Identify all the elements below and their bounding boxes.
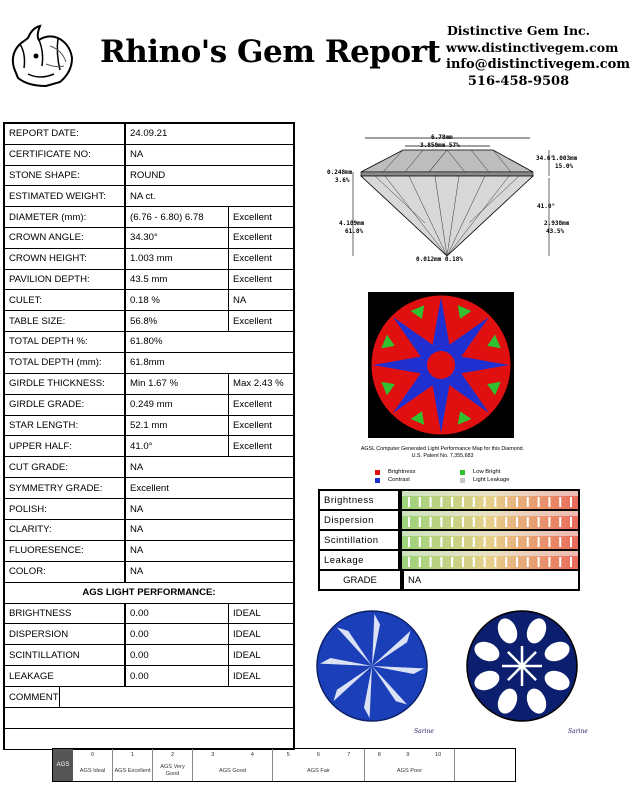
field-label: SYMMETRY GRADE: xyxy=(5,478,126,498)
ags-grade: IDEAL xyxy=(233,607,261,619)
comment-line-3[interactable] xyxy=(5,729,293,750)
ags-value: 0.00 xyxy=(126,624,229,644)
field-label: CROWN HEIGHT: xyxy=(5,249,126,269)
ags-grade: IDEAL xyxy=(233,628,261,640)
field-value: Min 1.67 % xyxy=(126,374,229,394)
field-label: CLARITY: xyxy=(5,520,126,540)
legend-swatch xyxy=(460,470,465,475)
scale-number: 2 xyxy=(170,752,175,758)
table-row xyxy=(5,520,293,541)
field-grade: Excellent xyxy=(233,211,272,223)
field-value: NA xyxy=(130,545,144,557)
comment-field[interactable] xyxy=(60,687,293,707)
table-row xyxy=(5,332,293,353)
field-label: CERTIFICATE NO: xyxy=(5,145,126,165)
field-value: NA xyxy=(130,524,144,536)
field-grade: Excellent xyxy=(233,315,272,327)
field-grade: Excellent xyxy=(233,232,272,244)
comment-row xyxy=(5,687,293,708)
field-label: UPPER HALF: xyxy=(5,436,126,456)
company-phone: 516-458-9508 xyxy=(467,74,570,89)
field-value: 56.8% xyxy=(126,311,229,331)
scale-number: 1 xyxy=(130,752,135,758)
ags-label: SCINTILLATION xyxy=(5,645,126,665)
culet-label: 0.012mm 0.18% xyxy=(416,256,463,263)
performance-row xyxy=(320,531,578,549)
scale-number: 6 xyxy=(316,752,321,758)
scale-number: 5 xyxy=(286,752,290,758)
table-row xyxy=(5,166,293,187)
field-label: PAVILION DEPTH: xyxy=(5,270,126,290)
performance-label: Dispersion xyxy=(320,511,398,529)
aset-patent-line: U.S. Patent No. 7,355,683 xyxy=(411,453,474,459)
scale-numbers xyxy=(153,749,192,761)
field-grade: Excellent xyxy=(233,399,272,411)
ags-label: LEAKAGE xyxy=(5,666,126,686)
company-email[interactable]: info@distinctivegem.com xyxy=(446,57,630,72)
rhino-logo-icon xyxy=(6,24,76,88)
field-value: 52.1 mm xyxy=(126,416,229,436)
table-row xyxy=(5,395,293,416)
legend-label: Low Bright xyxy=(473,469,501,475)
legend-swatch xyxy=(375,470,380,475)
field-label: CULET: xyxy=(5,290,126,310)
field-label: REPORT DATE: xyxy=(5,124,126,144)
sarine-mark-left: Sarine xyxy=(414,728,434,735)
scale-number: 8 xyxy=(377,752,381,758)
field-label: STONE SHAPE: xyxy=(5,166,126,186)
table-row xyxy=(5,249,293,270)
field-value: NA xyxy=(130,461,144,473)
field-value: ROUND xyxy=(130,169,166,181)
field-grade: NA xyxy=(233,294,247,306)
proportion-diagram xyxy=(325,128,585,273)
field-label: FLUORESENCE: xyxy=(5,541,126,561)
scale-group xyxy=(153,749,193,781)
company-info xyxy=(446,22,630,90)
field-label: TOTAL DEPTH %: xyxy=(5,332,126,352)
performance-bar xyxy=(402,531,578,549)
field-label: CROWN ANGLE: xyxy=(5,228,126,248)
pavilion-depth-pct-label: 43.5% xyxy=(546,228,565,235)
table-row xyxy=(5,478,293,499)
ags-header: AGS LIGHT PERFORMANCE: xyxy=(82,587,216,599)
table-row xyxy=(5,207,293,228)
diamond-profile xyxy=(325,128,585,273)
field-label: STAR LENGTH: xyxy=(5,416,126,436)
scale-numbers xyxy=(273,749,364,761)
girdle-label: 0.248mm xyxy=(327,169,353,176)
comment-line-2[interactable] xyxy=(5,708,293,729)
table-row xyxy=(5,270,293,291)
report-table xyxy=(3,122,295,750)
scale-label: AGS Good xyxy=(218,767,247,774)
table-width-label: 3.850mm 57% xyxy=(420,142,460,149)
field-grade: Excellent xyxy=(233,253,272,265)
scale-number: 3 xyxy=(211,752,215,758)
legend-item xyxy=(375,476,450,484)
performance-label: Brightness xyxy=(320,491,398,509)
field-label: CUT GRADE: xyxy=(5,457,126,477)
performance-label: Leakage xyxy=(320,551,398,569)
aset-map-image xyxy=(368,292,514,438)
table-row xyxy=(5,186,293,207)
field-label: POLISH: xyxy=(5,499,126,519)
scale-group xyxy=(73,749,113,781)
table-row xyxy=(5,499,293,520)
sarine-mark-right: Sarine xyxy=(568,728,588,735)
scale-label: AGS Excellent xyxy=(114,767,151,774)
field-value: Excellent xyxy=(130,482,169,494)
performance-row xyxy=(320,511,578,529)
field-value: NA ct. xyxy=(130,190,156,202)
scale-label: AGS Fair xyxy=(306,767,330,774)
field-value: NA xyxy=(130,503,144,515)
performance-bar xyxy=(402,491,578,509)
table-row xyxy=(5,457,293,478)
field-grade: Excellent xyxy=(233,440,272,452)
page-title: Rhino's Gem Report xyxy=(100,34,441,70)
field-label: DIAMETER (mm): xyxy=(5,207,126,227)
comment-label: COMMENT xyxy=(5,687,60,707)
legend-label: Brightness xyxy=(388,469,416,475)
table-row xyxy=(5,436,293,457)
scale-numbers xyxy=(113,749,152,761)
field-grade: Excellent xyxy=(233,273,272,285)
ags-grade-scale xyxy=(52,748,516,782)
field-label: ESTIMATED WEIGHT: xyxy=(5,186,126,206)
field-value: 24.09.21 xyxy=(130,128,168,140)
ags-row xyxy=(5,645,293,666)
table-row xyxy=(5,353,293,374)
company-name: Distinctive Gem Inc. xyxy=(446,23,591,38)
scale-numbers xyxy=(193,749,272,761)
company-website[interactable]: www.distinctivegem.com xyxy=(446,40,619,55)
legend-label: Light Leakage xyxy=(473,477,510,483)
performance-panel xyxy=(318,489,580,591)
field-label: GIRDLE THICKNESS: xyxy=(5,374,126,394)
ags-value: 0.00 xyxy=(126,666,229,686)
ags-scale-label: AGS xyxy=(53,749,73,781)
ags-row xyxy=(5,604,293,625)
field-value: (6.76 - 6.80) 6.78 xyxy=(126,207,229,227)
aset-caption xyxy=(330,446,555,460)
performance-bar xyxy=(402,551,578,569)
total-depth-pct-label: 61.8% xyxy=(345,228,364,235)
grade-row xyxy=(320,571,578,589)
ags-label: BRIGHTNESS xyxy=(5,604,126,624)
grade-label: GRADE xyxy=(320,571,400,589)
girdle-pct-label: 3.6% xyxy=(335,177,350,184)
field-label: TABLE SIZE: xyxy=(5,311,126,331)
scale-number: 7 xyxy=(347,752,351,758)
field-value: 61.8mm xyxy=(130,357,165,369)
ags-row xyxy=(5,666,293,687)
field-value: 43.5 mm xyxy=(126,270,229,290)
table-row xyxy=(5,124,293,145)
table-row xyxy=(5,416,293,437)
hearts-view-image xyxy=(466,610,578,722)
ags-row xyxy=(5,624,293,645)
field-value: NA xyxy=(130,566,144,578)
field-value: 34.30° xyxy=(126,228,229,248)
ags-value: 0.00 xyxy=(126,645,229,665)
field-label: GIRDLE GRADE: xyxy=(5,395,126,415)
table-row xyxy=(5,541,293,562)
field-value: 41.0° xyxy=(126,436,229,456)
field-value: NA xyxy=(130,149,144,161)
crown-height-pct-label: 15.0% xyxy=(555,163,574,170)
scale-numbers xyxy=(365,749,454,761)
performance-row xyxy=(320,491,578,509)
aset-legend xyxy=(375,468,535,484)
table-row xyxy=(5,562,293,583)
field-grade: Max 2.43 % xyxy=(233,378,284,390)
legend-swatch xyxy=(460,478,465,483)
scale-number: 9 xyxy=(406,752,410,758)
legend-swatch xyxy=(375,478,380,483)
total-depth-label: 4.189mm xyxy=(339,220,365,227)
field-value: 61.80% xyxy=(130,336,163,348)
table-row xyxy=(5,374,293,395)
pavilion-angle-label: 41.0° xyxy=(537,203,556,210)
aset-caption-line: AGSL Computer Generated Light Performance Map for this Diamond. xyxy=(360,446,525,452)
ags-grade: IDEAL xyxy=(233,670,261,682)
table-row xyxy=(5,290,293,311)
performance-label: Scintillation xyxy=(320,531,398,549)
grade-value: NA xyxy=(404,571,578,589)
ags-value: 0.00 xyxy=(126,604,229,624)
field-label: TOTAL DEPTH (mm): xyxy=(5,353,126,373)
scale-group xyxy=(113,749,153,781)
legend-label: Contrast xyxy=(388,477,410,483)
field-value: 0.249 mm xyxy=(126,395,229,415)
legend-item xyxy=(460,476,535,484)
scale-label: AGS Ideal xyxy=(79,767,106,774)
table-row xyxy=(5,311,293,332)
scale-group xyxy=(273,749,365,781)
ags-grade: IDEAL xyxy=(233,649,261,661)
scale-numbers xyxy=(73,749,112,761)
performance-bar xyxy=(402,511,578,529)
ags-label: DISPERSION xyxy=(5,624,126,644)
crown-height-label: 1.003mm xyxy=(552,155,578,162)
scale-number: 0 xyxy=(90,752,95,758)
field-label: COLOR: xyxy=(5,562,126,582)
legend-item xyxy=(375,468,450,476)
crown-angle-label: 34.6° xyxy=(536,155,555,162)
legend-item xyxy=(460,468,535,476)
scale-label: AGS Very Good xyxy=(160,764,185,777)
scale-number: 4 xyxy=(250,752,254,758)
field-grade: Excellent xyxy=(233,419,272,431)
scale-group xyxy=(193,749,273,781)
total-width-label: 6.78mm xyxy=(431,134,453,141)
field-value: 1.003 mm xyxy=(126,249,229,269)
arrows-view-image xyxy=(316,610,428,722)
ags-header-row xyxy=(5,583,293,604)
scale-group xyxy=(365,749,455,781)
table-row xyxy=(5,145,293,166)
performance-row xyxy=(320,551,578,569)
pavilion-depth-label: 2.938mm xyxy=(544,220,570,227)
scale-label: AGS Poor xyxy=(396,767,423,774)
field-value: 0.18 % xyxy=(126,290,229,310)
table-row xyxy=(5,228,293,249)
scale-number: 10 xyxy=(435,752,442,758)
